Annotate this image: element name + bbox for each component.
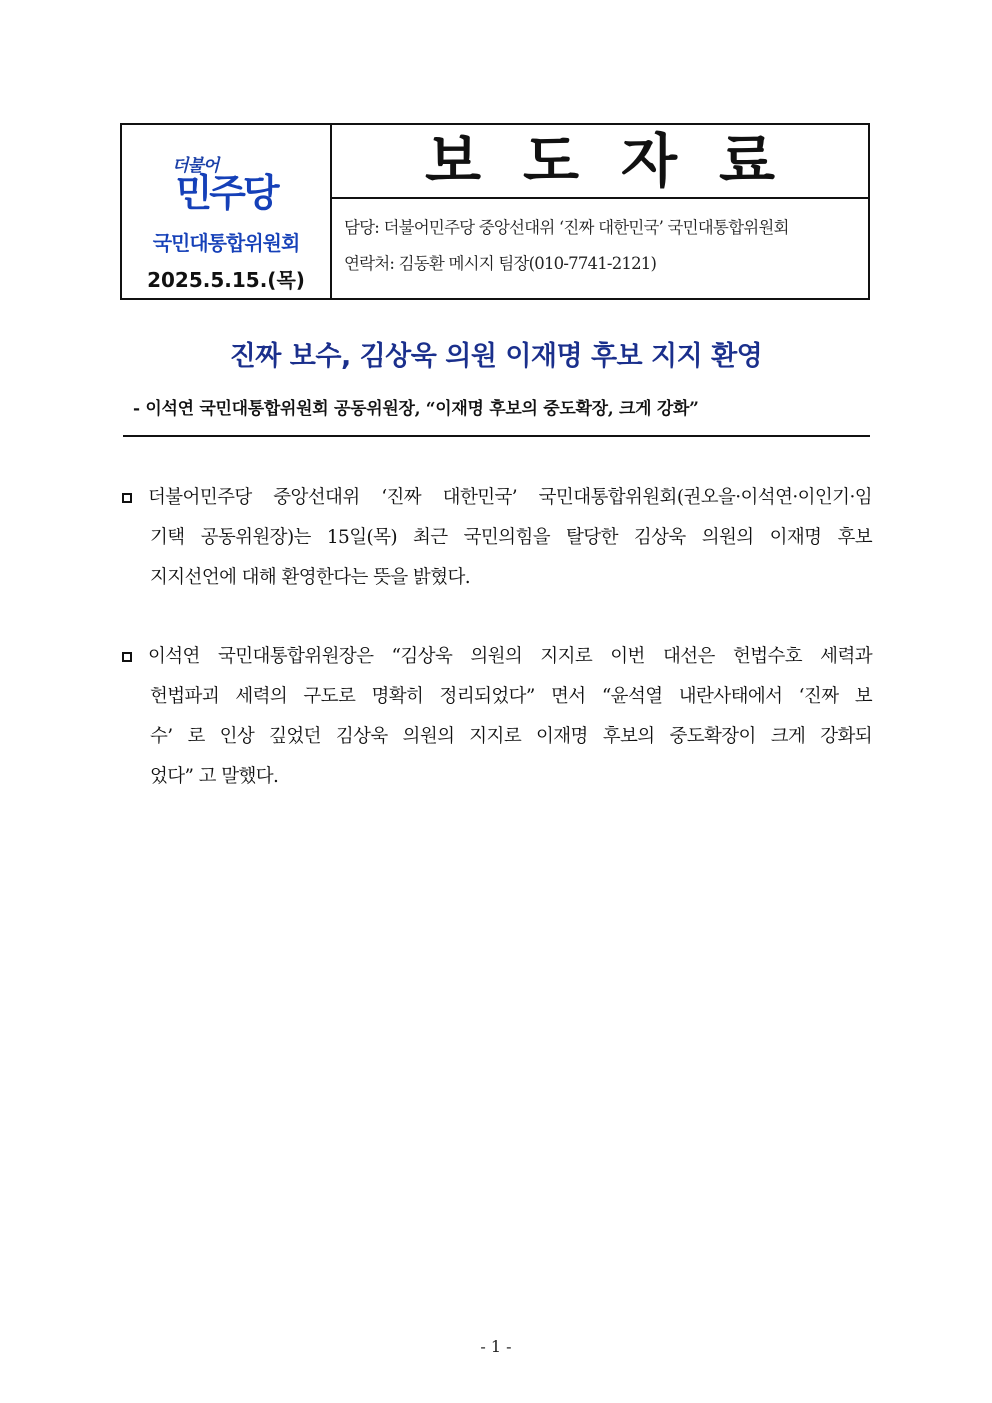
party-logo	[156, 155, 296, 221]
paragraph-text: 었다” 고 말했다.	[150, 766, 279, 787]
paragraph-text: 수’ 로 인상 깊었던 김상욱 의원의 지지로 이재명 후보의 중도확장이 크게 강화되	[150, 726, 872, 747]
paragraph-line	[120, 637, 872, 677]
release-date: 2025.5.15.(목)	[147, 268, 305, 292]
headline: 진짜 보수, 김상욱 의원 이재명 후보 지지 환영	[229, 341, 763, 372]
party-logo-cell	[122, 125, 332, 298]
paragraph-text: 헌법파괴 세력의 구도로 명확히 정리되었다” 면서 “윤석열 내란사태에서 ‘진짜 보	[150, 686, 872, 707]
paragraph-line	[120, 717, 872, 757]
checkbox-bullet-icon	[122, 652, 132, 662]
paragraph-text: 기택 공동위원장)는 15일(목) 최근 국민의힘을 탈당한 김상욱 의원의 이재명 후보	[150, 527, 872, 548]
paragraph-text: 더불어민주당 중앙선대위 ‘진짜 대한민국’ 국민대통합위원회(권오을·이석연·이인기·임	[148, 487, 872, 508]
paragraph-line	[120, 518, 872, 558]
press-release-header	[120, 123, 870, 300]
doc-title-area	[332, 125, 868, 199]
doc-title: 보도자료	[424, 127, 818, 195]
paragraph-line	[120, 478, 872, 518]
paragraph-1	[120, 478, 872, 598]
committee-name: 국민대통합위원회	[152, 231, 300, 255]
subheadline: - 이석연 국민대통합위원회 공동위원장, “이재명 후보의 중도확장, 크게 강화”	[133, 399, 699, 419]
contact-info	[332, 199, 868, 275]
paragraph-line	[120, 757, 872, 797]
logo-small-text: 더불어	[172, 156, 219, 176]
contact-phone: 연락처: 김동환 메시지 팀장(010-7741-2121)	[344, 254, 657, 273]
logo-main-text: 민주당	[175, 171, 277, 215]
checkbox-bullet-icon	[122, 493, 132, 503]
header-right-cell	[332, 125, 868, 298]
paragraph-line	[120, 677, 872, 717]
paragraph-2	[120, 637, 872, 797]
paragraph-text: 이석연 국민대통합위원장은 “김상욱 의원의 지지로 이번 대선은 헌법수호 세력과	[148, 646, 872, 667]
page-number: - 1 -	[480, 1337, 512, 1356]
paragraph-line	[120, 558, 872, 598]
paragraph-text: 지지선언에 대해 환영한다는 뜻을 밝혔다.	[150, 567, 471, 588]
contact-person: 담당: 더불어민주당 중앙선대위 ‘진짜 대한민국’ 국민대통합위원회	[344, 218, 789, 237]
divider	[123, 435, 870, 437]
